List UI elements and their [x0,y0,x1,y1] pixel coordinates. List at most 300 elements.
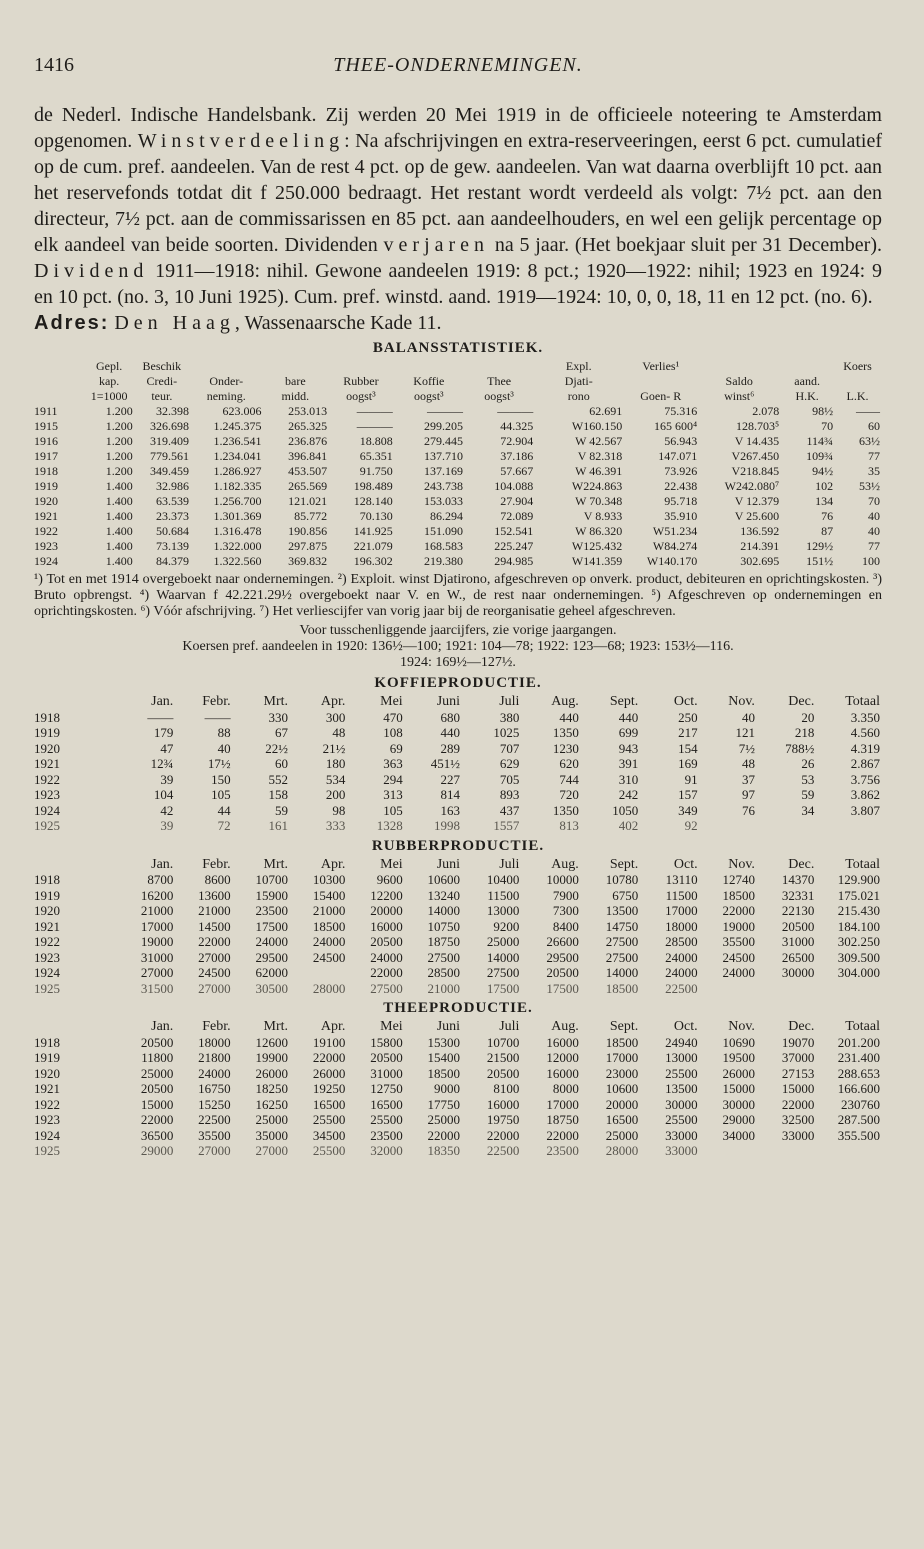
balans-row [34,554,882,569]
rubber-cell: 17500 [486,980,520,996]
rubber-cell: 16000 [370,918,403,934]
balans-cell: 279.445 [423,434,463,448]
rubber-cell: 24000 [312,934,346,949]
thee-cell: 16500 [605,1112,639,1127]
koffie-cell: 349 [678,802,698,818]
rubber-cell: 304.000 [837,965,880,980]
balans-year-header [34,359,86,374]
winstverdeeling-label: Winstverdeeling [137,130,345,152]
balans-row [34,539,882,554]
koffie-row [34,772,882,788]
rubber-year: 1924 [34,965,60,980]
thee-cell: 15300 [427,1034,461,1050]
balans-cell: 243.738 [423,479,463,493]
balans-cell: V 25.600 [734,509,780,523]
balans-column-header: Koers [843,359,872,373]
balans-cell: 44.325 [500,419,534,433]
balans-cell: 73.926 [664,464,698,478]
rubber-cell: 31000 [781,934,815,949]
koffie-cell: 402 [618,818,639,833]
koffie-cell: 380 [499,709,520,725]
rubber-year: 1918 [34,872,60,887]
balans-column-header: Goen- R [640,389,682,403]
rubber-table [34,857,882,997]
koffie-year: 1925 [34,818,60,833]
thee-cell: 25500 [370,1112,403,1127]
thee-cell: 18500 [427,1065,461,1081]
rubber-cell: 30000 [781,965,815,980]
koffie-year-header [34,694,118,710]
koffie-cell: 180 [325,756,346,771]
rubber-row [34,981,882,997]
rubber-year: 1922 [34,934,60,949]
balans-cell: 1.200 [105,449,133,463]
rubber-cell: 24000 [665,949,698,965]
koffie-cell: 707 [499,740,520,756]
koffie-cell: 470 [383,709,403,725]
rubber-cell: 12200 [370,887,403,903]
koffie-cell: 699 [618,725,639,740]
balans-cell: 128.140 [353,494,393,508]
balans-cell: 73.139 [155,539,189,553]
balans-column-header [329,359,395,374]
rubber-cell: 14750 [605,918,639,934]
balans-cell: 453.507 [288,464,328,478]
koffie-cell: 1328 [376,818,403,833]
rubber-cell: 14000 [605,965,639,980]
rubber-cell: 29500 [546,949,579,965]
balans-column-header [624,374,699,389]
koffie-cell: 333 [325,818,346,833]
balans-column-header: rono [567,389,590,403]
thee-cell: 13000 [665,1050,698,1065]
thee-cell: 27000 [198,1143,231,1158]
rubber-cell: 22130 [781,903,815,918]
balans-cell: W 70.348 [575,494,623,508]
koffie-cell: 39 [160,771,174,787]
balans-year: 1916 [34,434,58,448]
rubber-cell: 21000 [198,903,231,918]
thee-cell: 22000 [781,1096,815,1112]
balans-cell: 1.236.541 [213,434,262,448]
balans-column-header: midd. [281,389,310,403]
thee-cell: 25500 [665,1112,698,1127]
balans-cell: 190.856 [288,524,328,538]
koffie-month-11: Dec. [788,694,815,709]
rubber-year: 1920 [34,903,60,918]
koffie-cell: 440 [618,709,639,725]
balans-cell: 65.351 [359,449,393,463]
rubber-cell: 15900 [255,887,288,903]
koffie-cell: 3.862 [850,787,880,802]
thee-month-8: Sept. [609,1019,639,1034]
balans-cell: 1.322.000 [213,539,262,553]
koffie-cell: 437 [499,802,520,818]
balans-cell: 86.294 [429,509,463,523]
rubber-cell: 13500 [605,903,639,918]
thee-cell: 22000 [546,1127,579,1143]
koffie-cell: 720 [559,787,579,802]
balans-cell: W125.432 [571,539,623,553]
thee-cell: 24000 [198,1065,231,1081]
thee-cell: 20000 [605,1096,639,1112]
koffie-cell: 48 [741,756,755,771]
balans-cell: 104.088 [494,479,534,493]
rubber-cell: 28000 [312,980,346,996]
thee-cell: 22500 [486,1143,520,1158]
balans-cell: V 8.933 [583,509,623,523]
thee-year: 1919 [34,1050,60,1065]
thee-cell: 23500 [546,1143,579,1158]
balans-cell: W 86.320 [575,524,623,538]
thee-cell: 8000 [552,1081,579,1096]
rubber-cell: 18500 [605,980,639,996]
balans-cell: 141.925 [353,524,393,538]
balans-cell: 70 [821,419,834,433]
thee-cell: 26000 [312,1065,346,1081]
koffie-cell: 53 [801,771,815,787]
rubber-cell: 24000 [255,934,288,949]
balans-column-header: H.K. [795,389,819,403]
thee-cell: 34000 [722,1127,755,1143]
rubber-cell: 10750 [427,918,461,934]
koffie-cell: 91 [684,771,698,787]
koffie-cell: 47 [160,740,174,756]
thee-year: 1918 [34,1034,60,1050]
koffie-cell: 330 [268,709,288,725]
koffie-cell: 300 [325,709,346,725]
thee-cell: 16250 [255,1096,288,1112]
balans-year: 1918 [34,464,58,478]
rubber-month-3: Apr. [320,856,346,872]
rubber-row [34,934,882,950]
koffie-cell: 92 [684,818,698,833]
koffie-cell: 1350 [552,802,579,818]
balans-table [34,359,882,569]
koffie-cell: 217 [678,725,698,740]
thee-cell: 24940 [665,1034,698,1050]
koffie-cell: 629 [499,756,520,771]
balans-cell: V267.450 [731,449,780,463]
balans-row [34,449,882,464]
balans-cell: 1.200 [105,404,133,418]
koffie-row [34,787,882,803]
koffie-cell: 451½ [430,756,461,771]
rubber-month-4: Mei [380,856,403,872]
balans-cell: 35.910 [664,509,698,523]
balans-year: 1922 [34,524,58,538]
thee-cell: 19750 [486,1112,520,1127]
koffie-cell: 1998 [434,818,461,833]
balans-year: 1923 [34,539,58,553]
koffie-cell: 814 [440,787,461,802]
balans-cell: 214.391 [740,539,780,553]
rubber-month-11: Dec. [788,856,815,872]
balans-column-header: 1=1000 [90,389,128,403]
koffie-month-8: Sept. [609,694,639,709]
balans-column-header: Onder- [209,374,244,388]
balans-cell: 72.089 [500,509,534,523]
rubber-cell: 18500 [722,887,755,903]
balans-cell: 85.772 [294,509,328,523]
balans-cell: 109¾ [806,449,834,463]
thee-cell: 20500 [140,1034,174,1050]
rubber-cell: 30500 [255,980,288,996]
koffie-cell: 534 [325,771,346,787]
thee-row [34,1066,882,1082]
balans-row [34,494,882,509]
rubber-month-header [34,857,882,873]
balans-cell: 72.904 [500,434,534,448]
rubber-cell: 14000 [486,949,520,965]
balans-cell: W84.274 [652,539,698,553]
rubber-year: 1923 [34,949,60,965]
balans-cell: 623.006 [222,404,262,418]
balans-cell: 196.302 [353,554,393,568]
thee-cell: 231.400 [837,1050,880,1065]
balans-cell: 84.379 [155,554,189,568]
rubber-cell: 21000 [312,903,346,918]
koffie-cell: 552 [268,771,288,787]
thee-cell: 33000 [665,1143,698,1158]
thee-cell: 15000 [781,1081,815,1096]
balans-column-header: Verlies¹ [642,359,680,373]
balans-column-header: Djati- [564,374,593,388]
koffie-month-1: Febr. [202,694,231,709]
balans-cell: 165 600⁴ [654,419,698,433]
balans-cell: 153.033 [423,494,463,508]
rubber-cell: 17500 [255,918,288,934]
thee-row [34,1050,882,1066]
thee-cell: 18250 [255,1081,288,1096]
balans-column-header: neming. [206,389,246,403]
balans-cell: 137.169 [423,464,463,478]
balans-cell: 23.373 [155,509,189,523]
thee-row [34,1128,882,1144]
koffie-month-10: Nov. [728,694,755,709]
rubber-month-12: Totaal [845,856,880,872]
thee-cell: 8100 [493,1081,520,1096]
thee-month-9: Oct. [673,1019,698,1034]
koffie-cell: 40 [217,740,231,756]
koffie-row [34,725,882,741]
balans-cell: 168.583 [423,539,463,553]
balans-row [34,509,882,524]
koffie-cell: 363 [383,756,403,771]
koffie-cell: 4.560 [850,725,880,740]
balans-cell: 1.400 [105,554,133,568]
balans-column-header: oogst³ [346,389,376,403]
koffie-cell: 39 [160,818,174,833]
balans-title: BALANSSTATISTIEK. [372,340,544,356]
balans-cell: 37.186 [500,449,534,463]
thee-cell: 18500 [605,1034,639,1050]
balans-cell: 60 [868,419,880,433]
koffie-cell: 157 [678,787,698,802]
rubber-row [34,888,882,904]
balans-cell: 265.325 [288,419,328,433]
koffie-cell: 943 [618,740,639,756]
koffie-cell: 169 [678,756,698,771]
rubber-month-5: Juni [436,856,461,872]
intro-text-5: na 5 jaar. (Het boekjaar sluit per 31 December). [489,234,883,256]
rubber-cell: 302.250 [837,934,880,949]
balans-cell: 95.718 [664,494,698,508]
balans-year-header [34,389,86,404]
balans-cell: 152.541 [494,524,534,538]
balans-column-header: Credi- [146,374,178,388]
thee-cell: 12000 [546,1050,579,1065]
balans-cell: W242.080⁷ [724,479,780,493]
thee-cell: 27000 [255,1143,288,1158]
balans-cell: 94½ [812,464,834,478]
intro-text-7: 1911—1918: nihil. Gewone aandeelen 1919: 8 pct.; 1920—1922: nihil; 1923 en 1924: 9 en 10 pct. (no. 3, 10 Juni 1925). Cum. pref. winstd. aand. 1919—1924: 10, 0, 0, 18, 11 en 12 pct. (no. 6). [34,260,882,308]
rubber-cell: 24000 [665,965,698,980]
rubber-month-8: Sept. [609,856,639,872]
balans-column-header: Expl. [565,359,592,373]
rubber-title: RUBBERPRODUCTIE. [371,837,545,854]
koffie-cell: 59 [801,787,815,802]
koffie-cell: 1025 [493,725,520,740]
thee-cell: 33000 [781,1127,815,1143]
koffie-year: 1919 [34,725,60,740]
balans-cell: 1.200 [105,434,133,448]
koffie-cell: 250 [678,709,698,725]
page-title: THEE-ONDERNEMINGEN. [333,54,583,76]
balans-cell: 50.684 [155,524,189,538]
koffie-cell: 218 [794,725,815,740]
thee-cell: 23500 [370,1127,403,1143]
balans-cell: 63.539 [155,494,189,508]
koffie-cell: 705 [499,771,520,787]
thee-row [34,1081,882,1097]
balans-cell: 137.710 [423,449,463,463]
koffie-cell: —— [147,709,174,725]
thee-cell: 11800 [141,1050,174,1065]
rubber-cell: 35500 [722,934,755,949]
rubber-cell: 11500 [665,887,698,903]
balans-row [34,524,882,539]
balans-cell: 1.400 [105,524,133,538]
dividend-label: Dividend [34,260,149,282]
rubber-cell: 23500 [255,903,288,918]
balans-cell: 219.380 [423,554,463,568]
koffie-cell: 1050 [612,802,639,818]
balans-cell: ——— [497,404,534,418]
rubber-cell: 15400 [312,887,346,903]
thee-cell: 19500 [722,1050,755,1065]
rubber-cell [290,965,347,981]
koffie-cell: 788½ [785,740,815,756]
balans-cell: 299.205 [423,419,463,433]
thee-cell: 15000 [140,1096,174,1112]
balans-column-header [835,374,882,389]
rubber-cell: 27500 [427,949,461,965]
koffie-cell: 242 [618,787,639,802]
balans-header-row [34,389,882,404]
thee-cell: 37000 [781,1050,815,1065]
koffie-cell: 7½ [738,740,755,756]
koffie-cell: 72 [217,818,231,833]
koffie-year: 1920 [34,740,60,756]
rubber-cell: 14370 [781,872,815,887]
balans-column-header [191,359,264,374]
thee-month-3: Apr. [320,1019,346,1034]
balans-cell: 57.667 [500,464,534,478]
rubber-cell: 26500 [781,949,815,965]
rubber-cell: 28500 [665,934,698,949]
balans-cell: 77 [868,449,880,463]
rubber-cell: 11500 [487,887,520,903]
rubber-cell: 10300 [312,872,346,887]
thee-cell: 10690 [722,1034,755,1050]
koffie-cell: 179 [153,725,174,740]
balans-cell: 349.459 [149,464,189,478]
rubber-cell: 27500 [370,980,403,996]
balans-column-header: L.K. [846,389,869,403]
rubber-cell: 184.100 [837,918,880,934]
balans-cell: 302.695 [740,554,780,568]
koersen-line-1: Koersen pref. aandeelen in 1920: 136½—100; 1921: 104—78; 1922: 123—68; 1923: 153½—116. [182,639,734,654]
balans-cell: 77 [868,539,880,553]
rubber-cell: 129.900 [837,872,880,887]
balans-cell: 236.876 [288,434,328,448]
thee-cell: 10700 [486,1034,520,1050]
thee-year-header [34,1019,118,1035]
thee-cell: 17000 [546,1096,579,1112]
koffie-cell: 3.807 [850,802,880,818]
rubber-cell: 13110 [665,872,698,887]
koffie-cell: 310 [618,771,639,787]
koffie-month-12: Totaal [845,694,880,709]
thee-cell: 16000 [486,1096,520,1112]
balans-cell: 63½ [859,434,880,448]
thee-cell: 20500 [486,1065,520,1081]
balans-cell: 76 [821,509,834,523]
thee-title: THEEPRODUCTIE. [383,1000,533,1016]
thee-cell: 166.600 [837,1081,880,1096]
balans-cell: 134 [815,494,834,508]
thee-month-header [34,1019,882,1035]
balans-cell: 32.398 [155,404,189,418]
koffie-cell: 227 [440,771,461,787]
thee-month-2: Mrt. [263,1019,288,1034]
balans-cell: 396.841 [288,449,328,463]
rubber-cell [757,981,816,997]
koffie-cell: —— [204,709,231,725]
koffie-cell [816,818,882,834]
koffie-month-9: Oct. [673,694,698,709]
balans-cell: W51.234 [652,524,698,538]
thee-year: 1923 [34,1112,60,1127]
balans-cell: 22.438 [664,479,698,493]
balans-column-header [395,359,465,374]
balans-cell: 56.943 [664,434,698,448]
balans-cell: 18.808 [359,434,393,448]
balans-cell: 151½ [806,554,834,568]
balans-cell: 1.400 [105,509,133,523]
rubber-cell: 17000 [665,903,698,918]
thee-cell: 12750 [370,1081,403,1096]
koffie-month-4: Mei [380,694,403,709]
thee-cell: 22000 [312,1050,346,1065]
balans-cell: 1.286.927 [213,464,262,478]
thee-cell: 22000 [486,1127,520,1143]
rubber-cell: 309.500 [837,949,880,965]
thee-cell: 34500 [312,1127,346,1143]
thee-month-4: Mei [380,1019,403,1034]
thee-cell: 16500 [370,1096,403,1112]
